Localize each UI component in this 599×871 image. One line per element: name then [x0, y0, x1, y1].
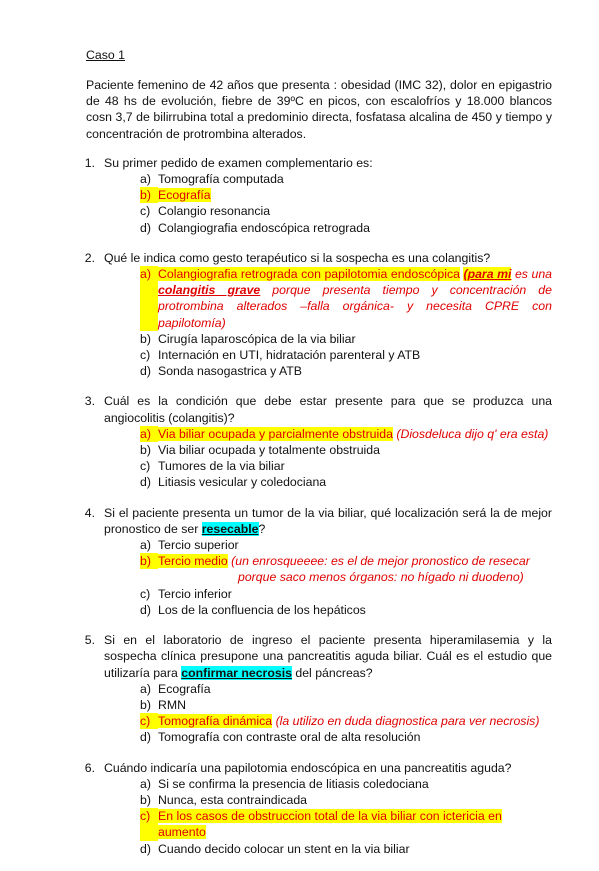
option-b-selected [140, 553, 552, 569]
option-letter: b) [140, 553, 158, 569]
option-letter: c) [140, 204, 151, 219]
question-text: Si en el laboratorio de ingreso el paciente presenta hiperamilasemia y la sospecha clínica presupone una pancreatitis aguda biliar. Cuál es el estudio que utilizaría para [104, 633, 552, 680]
question-number: 1. [84, 155, 95, 170]
question-text-end: del páncreas? [291, 665, 373, 680]
option-letter: c) [140, 459, 151, 474]
answer-note-emphasis: colangitis grave [158, 283, 261, 298]
question-text-end: ? [258, 521, 266, 536]
option-text: Tumores de la via biliar [158, 459, 285, 474]
answer-note-emphasis: (para mi [463, 267, 512, 282]
option-letter: d) [140, 730, 151, 745]
option-letter: b) [140, 443, 151, 458]
option-text: Via biliar ocupada y totalmente obstruida [158, 443, 380, 458]
question-key-term: confirmar necrosis [181, 665, 292, 680]
option-letter: a) [140, 538, 151, 553]
option-b [140, 792, 552, 808]
answer-note: es una [511, 267, 553, 282]
question-1 [86, 155, 552, 236]
option-letter: d) [140, 220, 151, 235]
question-text: Qué le indica como gesto terapéutico si la sospecha es una colangitis? [104, 250, 491, 265]
question-number: 4. [84, 505, 95, 520]
option-a [140, 776, 552, 792]
option-d [140, 220, 552, 236]
option-letter: d) [140, 841, 151, 856]
option-letter: a) [140, 776, 151, 791]
option-d [140, 363, 552, 379]
question-number: 3. [84, 394, 95, 409]
option-c [140, 458, 552, 474]
option-b [140, 697, 552, 713]
question-number: 6. [84, 760, 95, 775]
answer-note: (Diosdeluca dijo q' era esta) [396, 426, 549, 441]
option-letter: c) [140, 348, 151, 363]
option-text: Colangiografia endoscópica retrograda [158, 220, 370, 235]
highlighted-answer: Colangiografia retrograda con papilotomia endoscópica [158, 267, 460, 282]
option-c-selected [140, 713, 552, 729]
option-a-selected [140, 266, 552, 331]
answer-note: (un enrosqueeee: es el de mejor pronostico de resecar [231, 554, 530, 569]
answer-note: porque presenta tiempo y concentración de protrombina alterados –falla orgánica- y necesita CPRE con papilotomía) [158, 283, 552, 330]
option-text: Tercio inferior [158, 586, 232, 601]
case-description: Paciente femenino de 42 años que presenta : obesidad (IMC 32), dolor en epigastrio de 48 hs de evolución, fiebre de 39ºC en picos, con escalofríos y 18.000 blancos cosn 3,7 de bilirrubina total a predominio directa, fosfatasa alcalina de 450 y tiempo y concentración de protrombina alterados. [86, 78, 552, 141]
question-number: 2. [84, 250, 95, 265]
highlighted-answer: Via biliar ocupada y parcialmente obstruida [158, 426, 393, 441]
question-3 [86, 393, 552, 490]
answer-note: (la utilizo en duda diagnostica para ver necrosis) [275, 714, 540, 729]
question-text: Si el paciente presenta un tumor de la via biliar, qué localización será la de mejor pronostico de ser [104, 505, 552, 536]
question-key-term: resecable [201, 521, 259, 536]
option-a-selected [140, 426, 552, 442]
question-text: Cuál es la condición que debe estar presente para que se produzca una angiocolitis (colangitis)? [104, 394, 552, 425]
option-d [140, 474, 552, 490]
document-page [86, 48, 552, 871]
option-letter: a) [140, 172, 151, 187]
option-text: Ecografía [158, 681, 211, 696]
option-d [140, 729, 552, 745]
question-text: Cuándo indicaría una papilotomia endoscópica en una pancreatitis aguda? [104, 760, 512, 775]
option-text: Cuando decido colocar un stent en la via biliar [158, 841, 410, 856]
option-letter: b) [140, 331, 151, 346]
option-text: Si se confirma la presencia de litiasis coledociana [158, 776, 429, 791]
option-text: Tercio superior [158, 538, 239, 553]
option-letter: d) [140, 602, 151, 617]
option-c [140, 586, 552, 602]
option-text: RMN [158, 697, 187, 712]
question-5 [86, 632, 552, 745]
option-text: Cirugía laparoscópica de la via biliar [158, 331, 356, 346]
option-letter: d) [140, 475, 151, 490]
option-text: Tomografía con contraste oral de alta resolución [158, 730, 421, 745]
option-b [140, 331, 552, 347]
option-letter: c) [140, 713, 158, 729]
option-text: Sonda nasogastrica y ATB [158, 364, 303, 379]
option-c [140, 203, 552, 219]
option-text: Tomografía computada [158, 172, 284, 187]
question-4 [86, 505, 552, 618]
option-text: Nunca, esta contraindicada [158, 792, 308, 807]
option-b-selected [140, 187, 552, 203]
question-number: 5. [84, 633, 95, 648]
answer-note: porque saco menos órganos: no hígado ni duodeno) [238, 570, 524, 585]
option-b [140, 442, 552, 458]
highlighted-answer: Ecografía [158, 188, 211, 203]
option-text: Litiasis vesicular y coledociana [158, 475, 327, 490]
option-a [140, 681, 552, 697]
option-text: Colangio resonancia [158, 204, 271, 219]
option-letter: a) [140, 266, 158, 331]
option-c-selected [140, 808, 552, 840]
option-text: Los de la confluencia de los hepáticos [158, 602, 366, 617]
option-a [140, 537, 552, 553]
option-d [140, 841, 552, 857]
option-a [140, 171, 552, 187]
answer-note-continuation [140, 569, 552, 585]
option-text: Internación en UTI, hidratación parenteral y ATB [158, 348, 421, 363]
option-letter: b) [140, 187, 158, 203]
option-c [140, 347, 552, 363]
option-letter: b) [140, 792, 151, 807]
option-letter: a) [140, 426, 158, 442]
option-d [140, 602, 552, 618]
option-letter: a) [140, 681, 151, 696]
option-letter: c) [140, 808, 158, 840]
question-2 [86, 250, 552, 380]
question-6 [86, 760, 552, 857]
case-title: Caso 1 [86, 48, 125, 62]
option-letter: c) [140, 586, 151, 601]
highlighted-answer: Tomografía dinámica [158, 714, 273, 729]
question-text: Su primer pedido de examen complementario es: [104, 155, 373, 170]
highlighted-answer: En los casos de obstruccion total de la via biliar con ictericia en aumento [158, 809, 502, 840]
highlighted-answer: Tercio medio [158, 554, 228, 569]
option-letter: d) [140, 364, 151, 379]
option-letter: b) [140, 697, 151, 712]
